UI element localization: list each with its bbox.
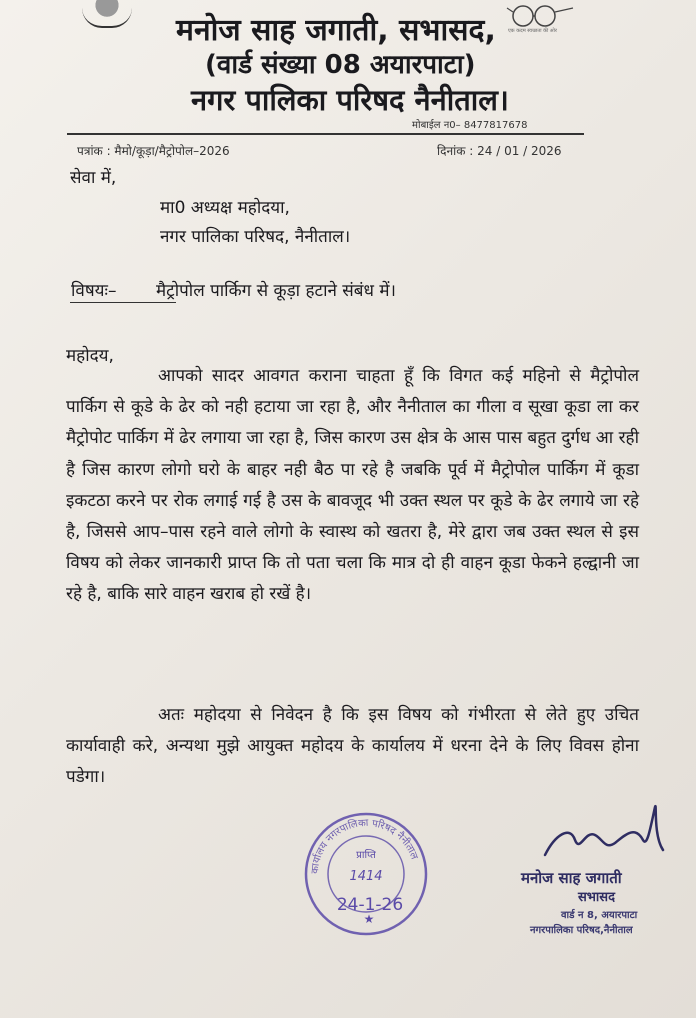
reference-number: पत्रांक : मैमो/कूड़ा/मैट्रोपोल–2026 [77, 144, 230, 158]
stamp-ring-text: कार्यालय नगरपालिका परिषद नैनीताल [309, 817, 420, 875]
emblem-logo [82, 0, 132, 28]
body-paragraph-2: अतः महोदया से निवेदन है कि इस विषय को गंभीरता से लेते हुए उचित कार्यावाही करे, अन्यथा मुझे आयुक्त महोदय के कार्यालय में धरना देने के लिए विवस होना पडेगा। [66, 705, 639, 788]
signature-org: नगरपालिका परिषद,नैनीताल [530, 925, 633, 936]
letterhead-ward: (वार्ड संख्या 08 अयारपाटा) [205, 50, 476, 80]
stamp-center-label: प्राप्ति [356, 850, 376, 861]
office-received-stamp [302, 810, 430, 938]
stamp-star-icon: ★ [363, 912, 375, 926]
salutation: महोदय, [66, 346, 114, 366]
mobile-number: मोबाईल न0– 8477817678 [412, 120, 528, 131]
header-divider [67, 133, 584, 135]
addressee-line-2: नगर पालिका परिषद, नैनीताल। [160, 227, 351, 247]
signature-ward: वार्ड न 8, अयारपाटा [561, 910, 638, 921]
logo-caption: एक कदम स्वच्छता की ओर [508, 28, 557, 34]
body-paragraph-1: आपको सादर आवगत कराना चाहता हूँ कि विगत कई महिनो से मैट्रोपोल पार्किग से कूडे के ढेर को नही हटाया जा रहा है, और नैनीताल का गीला व सूखा कूडा ला कर मैट्रोपोट पार्किग में ढेर लगाया जा रहा है, जिस कारण उस क्षेत्र के आस पास बहुत दुर्गध आ रही है जिस कारण लोगो घरो के बाहर नही बैठ पा रहे है जबकि पूर्व में मैट्रोपोल पार्किग में कूडा इकटठा करने पर रोक लगाई गई है उस के बावजूद भी उक्त स्थल पर कूडे के ढेर लगाये जा रहे है, जिससे आप–पास रहने वाले लोगो के स्वास्थ को खतरा है, मेरे द्वारा जब उक्त स्थल से इस विषय को लेकर जानकारी प्राप्त कि तो पता चला कि मात्र दो ही वाहन कूडा फेकने हल्द्वानी जा रहे है, बाकि सारे वाहन खराब हो रखें है। [66, 366, 639, 605]
letterhead-org: नगर पालिका परिषद नैनीताल। [191, 83, 509, 117]
stamp-date: 24-1-26 [336, 895, 404, 915]
handwritten-signature [525, 795, 675, 875]
signature-title: सभासद [578, 890, 615, 905]
subject-underline [70, 302, 176, 303]
stamp-number: 1414 [349, 869, 383, 884]
subject-text: मैट्रोपोल पार्किग से कूड़ा हटाने संबंध में। [156, 281, 396, 301]
greeting-seva-mein: सेवा में, [70, 168, 117, 188]
letter-date: दिनांक : 24 / 01 / 2026 [437, 144, 562, 158]
addressee-line-1: मा0 अध्यक्ष महोदया, [160, 198, 290, 218]
swachh-bharat-logo [505, 4, 577, 40]
signature-name: मनोज साह जगाती [521, 869, 622, 887]
subject-label: विषयः– [71, 281, 117, 301]
letterhead-name: मनोज साह जगाती, सभासद, [176, 13, 496, 48]
